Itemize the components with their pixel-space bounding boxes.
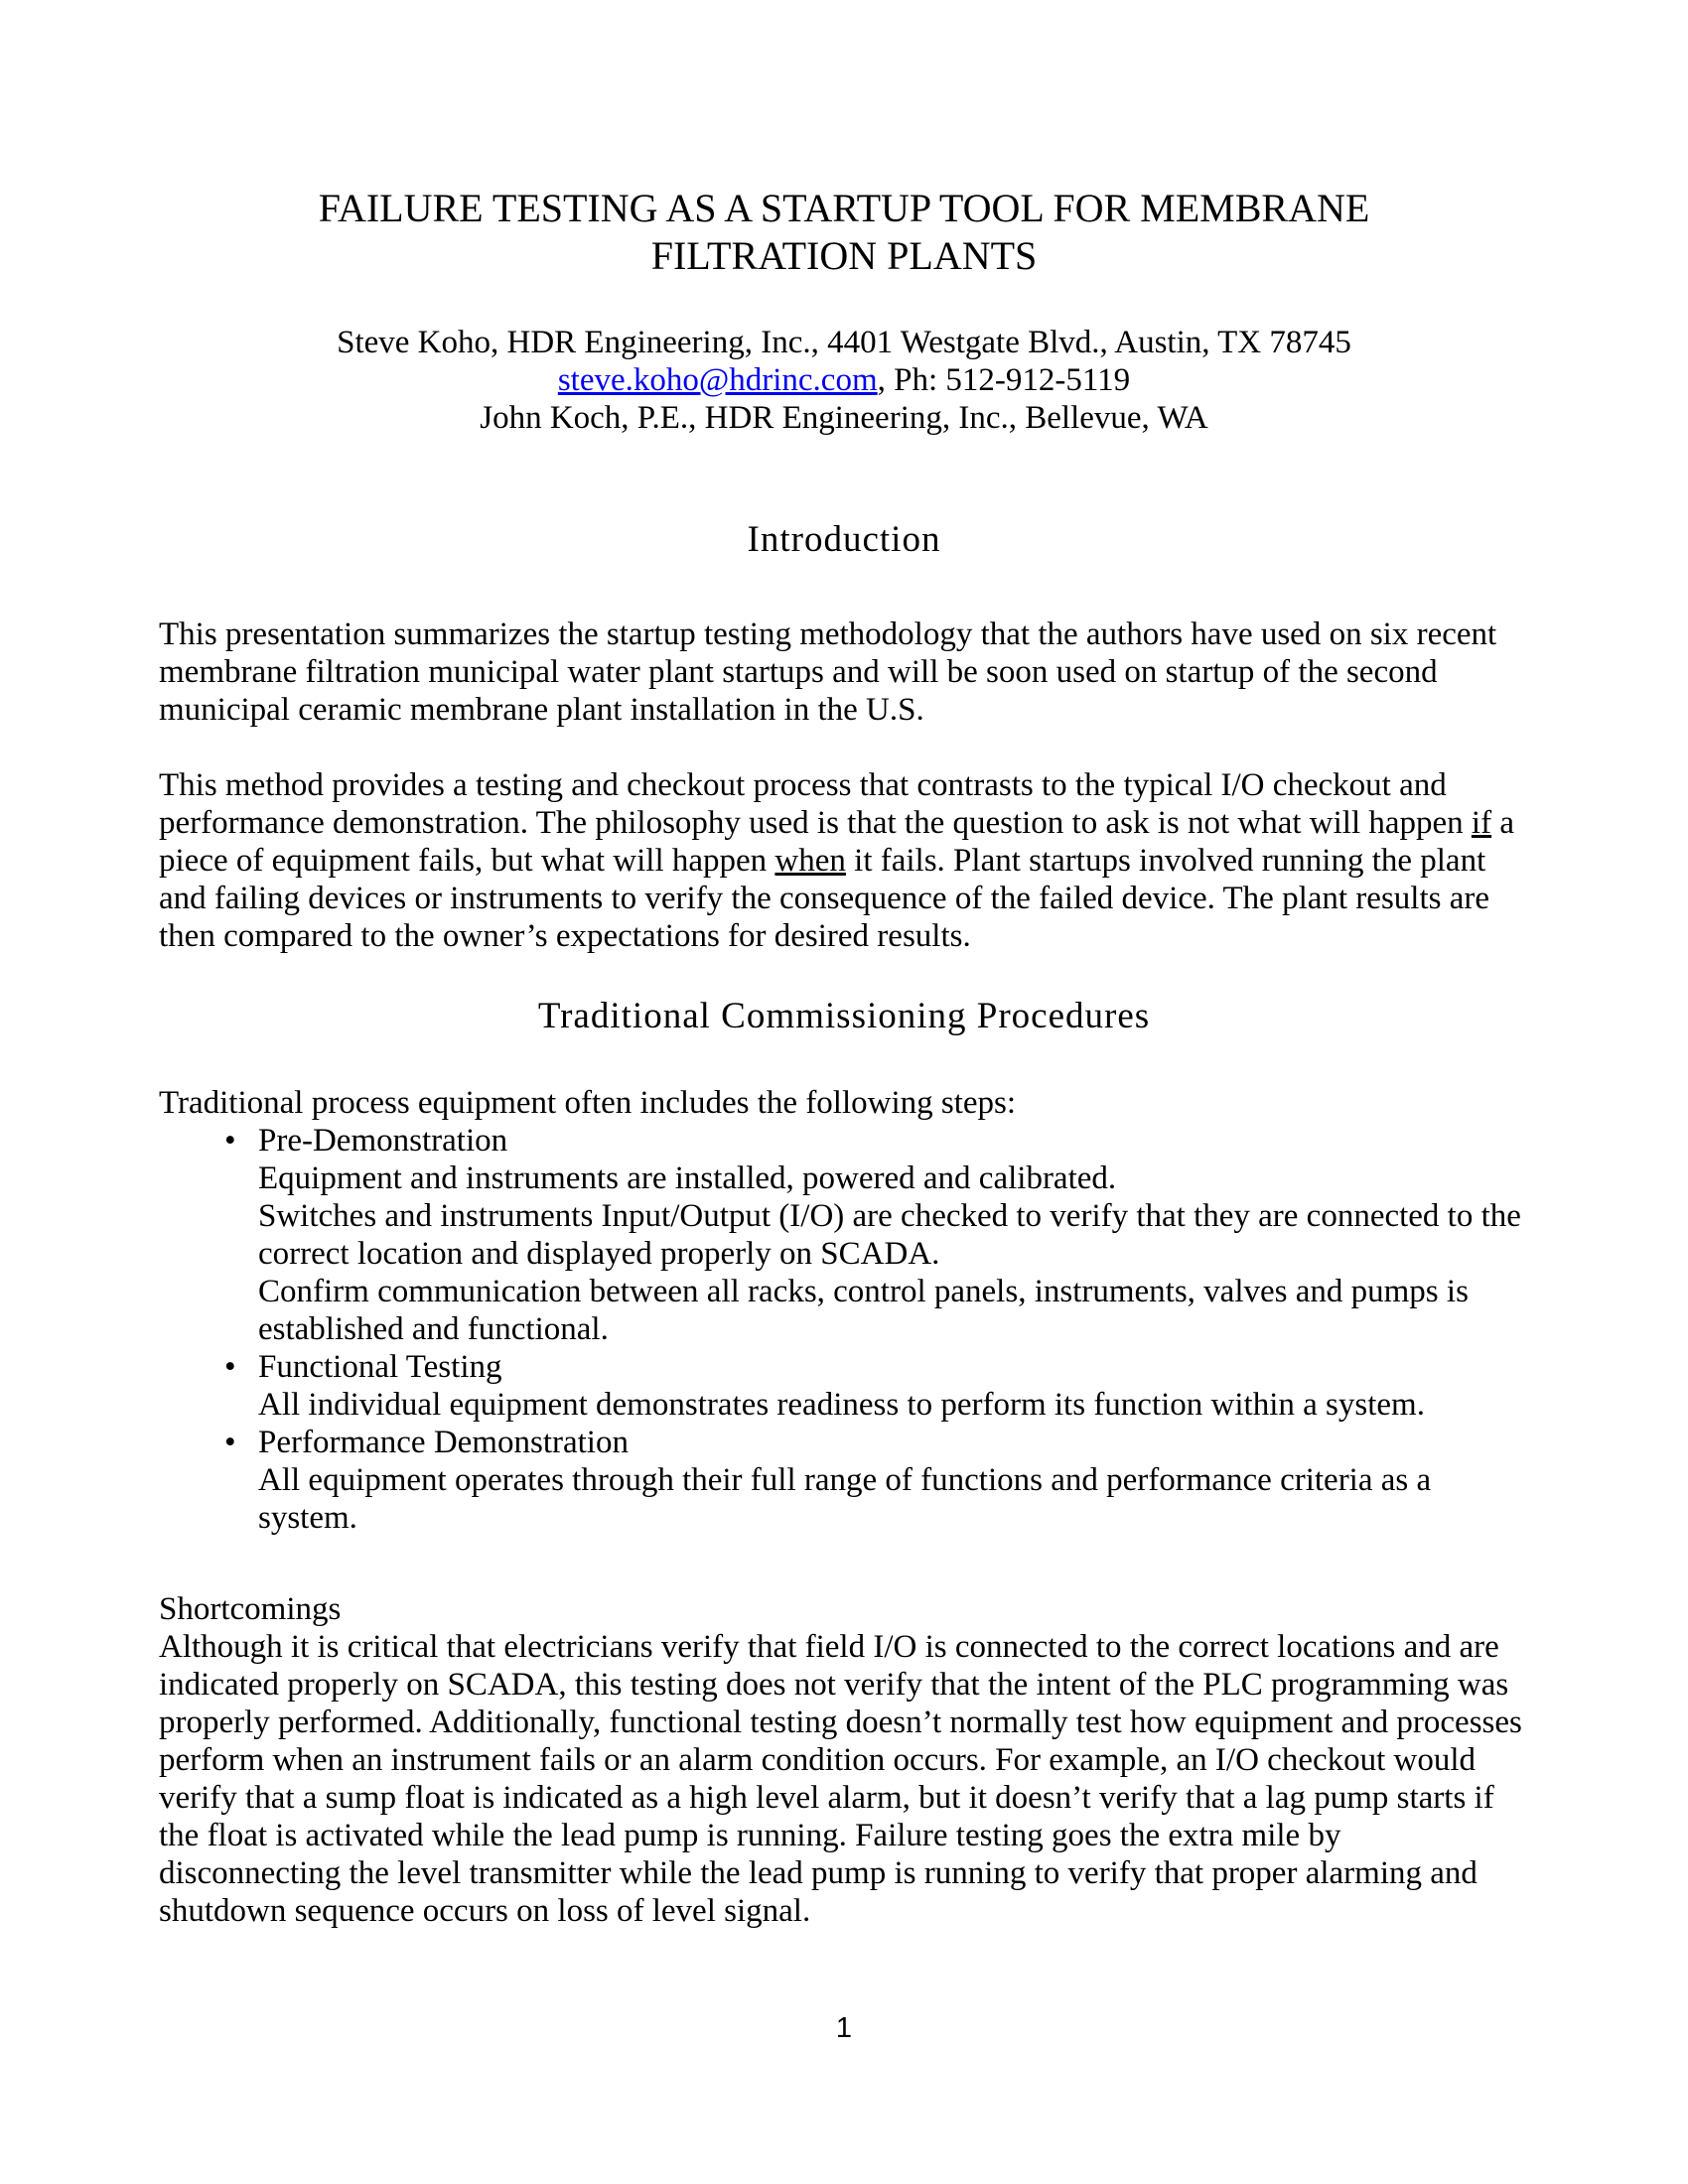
- paper-title-line-2: FILTRATION PLANTS: [650, 233, 1038, 278]
- section-heading-introduction: Introduction: [747, 519, 941, 560]
- author-line-3: John Koch, P.E., HDR Engineering, Inc., Bellevue, WA: [480, 400, 1208, 436]
- author-line-2: [159, 361, 1529, 399]
- author-block: [159, 324, 1529, 437]
- author-line-1: Steve Koho, HDR Engineering, Inc., 4401 Westgate Blvd., Austin, TX 78745: [337, 325, 1351, 360]
- shortcomings-label: Shortcomings: [159, 1591, 342, 1627]
- email-link[interactable]: steve.koho@hdrinc.com: [557, 362, 878, 398]
- para2-text: a piece of equipment fails, but what will happen: [159, 805, 1514, 879]
- step-detail: Equipment and instruments are installed, powered and calibrated.: [258, 1160, 1117, 1196]
- para2-text: This method provides a testing and checkout process that contrasts to the typical I/O checkout and performance demonstration. The philosophy used is that the question to ask is not what will happen: [159, 767, 1472, 841]
- step-detail: All equipment operates through their full range of functions and performance criteria as a system.: [258, 1462, 1432, 1536]
- steps-intro-line: Traditional process equipment often includes the following steps:: [159, 1085, 1017, 1121]
- bullet-icon: •: [224, 1123, 236, 1159]
- underlined-word-if: if: [1471, 805, 1492, 841]
- step-title: Functional Testing: [258, 1349, 502, 1385]
- bullet-list: [159, 1122, 1529, 1537]
- step-detail: Confirm communication between all racks, control panels, instruments, valves and pumps is established and functional.: [258, 1274, 1469, 1347]
- paper-title-line-1: FAILURE TESTING AS A STARTUP TOOL FOR MEMBRANE: [318, 186, 1370, 230]
- step-detail: All individual equipment demonstrates readiness to perform its function within a system.: [258, 1387, 1425, 1423]
- phone-text: , Ph: 512-912-5119: [877, 362, 1131, 398]
- introduction-paragraph-2: [159, 766, 1529, 955]
- step-title: Pre-Demonstration: [258, 1123, 508, 1159]
- shortcomings-paragraph: Although it is critical that electricians verify that field I/O is connected to the correct locations and are indicated properly on SCADA, this testing does not verify that the intent of the PLC programming was properly performed. Additionally, functional testing doesn’t normally test how equipment and processes perform when an instrument fails or an alarm condition occurs. For example, an I/O checkout would verify that a sump float is indicated as a high level alarm, but it doesn’t verify that a lag pump starts if the float is activated while the lead pump is running. Failure testing goes the extra mile by disconnecting the level transmitter while the lead pump is running to verify that proper alarming and shutdown sequence occurs on loss of level signal.: [159, 1629, 1522, 1929]
- paper-title: [159, 185, 1529, 280]
- list-item: [159, 1424, 1529, 1537]
- underlined-word-when: when: [774, 843, 846, 879]
- introduction-paragraph-1: This presentation summarizes the startup testing methodology that the authors have used on six recent membrane filtration municipal water plant startups and will be soon used on startup of the second municipal ceramic membrane plant installation in the U.S.: [159, 616, 1497, 728]
- page-number: 1: [835, 2012, 853, 2044]
- bullet-icon: •: [224, 1425, 236, 1460]
- para2-text: it fails. Plant startups involved running the plant and failing devices or instruments to verify the consequence of the failed device. The plant results are then compared to the owner’s expectations for desired results.: [159, 843, 1489, 954]
- list-item: [159, 1122, 1529, 1348]
- section-heading-traditional-commissioning: Traditional Commissioning Procedures: [537, 996, 1151, 1036]
- list-item: [159, 1348, 1529, 1424]
- bullet-icon: •: [224, 1349, 236, 1385]
- step-detail: Switches and instruments Input/Output (I/O) are checked to verify that they are connected to the correct location and displayed properly on SCADA.: [258, 1198, 1521, 1272]
- step-title: Performance Demonstration: [258, 1425, 629, 1460]
